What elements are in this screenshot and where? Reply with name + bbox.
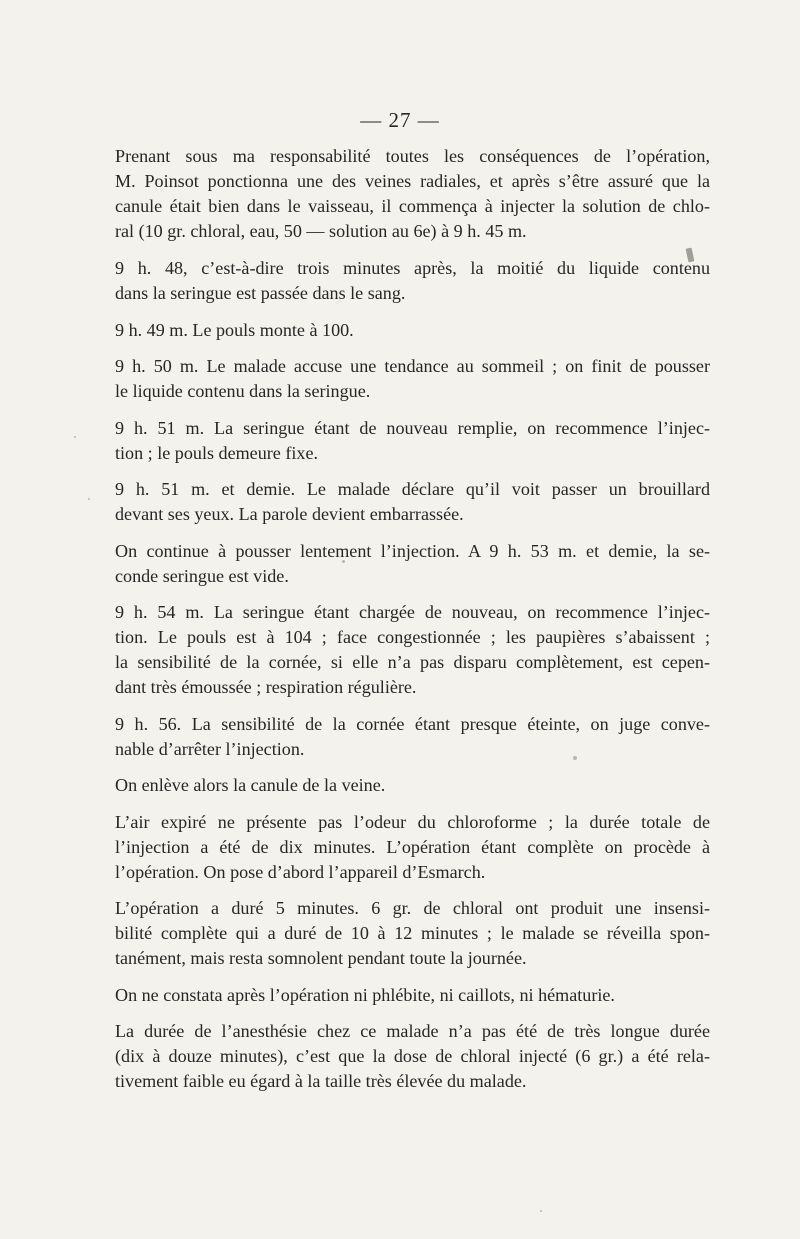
paragraph [115,318,710,343]
paragraph [115,773,710,798]
text-line: l’injection a été de dix minutes. L’opération étant complète on procède à [115,836,710,857]
page-number: — 27 — [360,108,440,132]
text-line: tanément, mais resta somnolent pendant toute la journée. [115,948,527,968]
text-line: le liquide contenu dans la seringue. [115,381,371,401]
text-line: ral (10 gr. chloral, eau, 50 — solution au 6e) à 9 h. 45 m. [115,221,527,241]
text-line: L’air expiré ne présente pas l’odeur du chloroforme ; la durée totale de [115,811,710,832]
text-line: nable d’arrêter l’injection. [115,738,305,759]
body-text [115,144,710,1106]
paragraph [115,810,710,885]
text-line: On ne constata après l’opération ni phlébite, ni caillots, ni hématurie. [115,984,615,1005]
text-line: l’opération. On pose d’abord l’appareil d’Esmarch. [115,861,486,882]
text-line: 9 h. 49 m. Le pouls monte à 100. [115,319,354,340]
text-line: L’opération a duré 5 minutes. 6 gr. de chloral ont produit une insensi- [115,898,710,918]
paragraph [115,354,710,404]
text-line: Prenant sous ma responsabilité toutes les conséquences de l’opération, [115,146,710,166]
text-line: 9 h. 51 m. La seringue étant de nouveau remplie, on recommence l’injec- [115,417,710,438]
paragraph [115,1019,710,1094]
text-line: 9 h. 48, c’est-à-dire trois minutes après, la moitié du liquide contenu [115,258,710,278]
paragraph [115,600,710,700]
paragraph [115,477,710,527]
text-line: devant ses yeux. La parole devient embarrassée. [115,504,464,524]
paragraph [115,539,710,589]
paragraph [115,144,710,244]
text-line: la sensibilité de la cornée, si elle n’a pas disparu complètement, est cepen- [115,652,710,672]
text-line: conde seringue est vide. [115,565,289,586]
paragraph [115,416,710,466]
text-line: La durée de l’anesthésie chez ce malade n’a pas été de très longue durée [115,1021,710,1041]
paragraph [115,983,710,1008]
text-line: bilité complète qui a duré de 10 à 12 minutes ; le malade se réveilla spon- [115,923,710,943]
paragraph [115,712,710,762]
text-line: 9 h. 54 m. La seringue étant chargée de nouveau, on recommence l’injec- [115,602,710,622]
paper-speck [88,498,90,500]
paper-speck [74,436,76,438]
text-line: tion ; le pouls demeure fixe. [115,442,318,463]
text-line: canule était bien dans le vaisseau, il commença à injecter la solution de chlo- [115,196,710,216]
text-line: tion. Le pouls est à 104 ; face congestionnée ; les paupières s’abaissent ; [115,627,710,647]
text-line: 9 h. 51 m. et demie. Le malade déclare qu’il voit passer un brouillard [115,479,710,499]
paragraph [115,896,710,971]
text-line: dant très émoussée ; respiration régulière. [115,677,417,697]
text-line: dans la seringue est passée dans le sang. [115,283,406,303]
text-line: On continue à pousser lentement l’injection. A 9 h. 53 m. et demie, la se- [115,540,710,561]
paper-speck [540,1210,542,1212]
text-line: tivement faible eu égard à la taille très élevée du malade. [115,1071,527,1091]
text-line: On enlève alors la canule de la veine. [115,775,386,795]
text-line: M. Poinsot ponctionna une des veines radiales, et après s’être assuré que la [115,171,710,191]
paragraph [115,256,710,306]
text-line: (dix à douze minutes), c’est que la dose de chloral injecté (6 gr.) a été rela- [115,1046,710,1066]
text-line: 9 h. 50 m. Le malade accuse une tendance au sommeil ; on finit de pousser [115,356,710,376]
text-line: 9 h. 56. La sensibilité de la cornée étant presque éteinte, on juge conve- [115,713,710,734]
